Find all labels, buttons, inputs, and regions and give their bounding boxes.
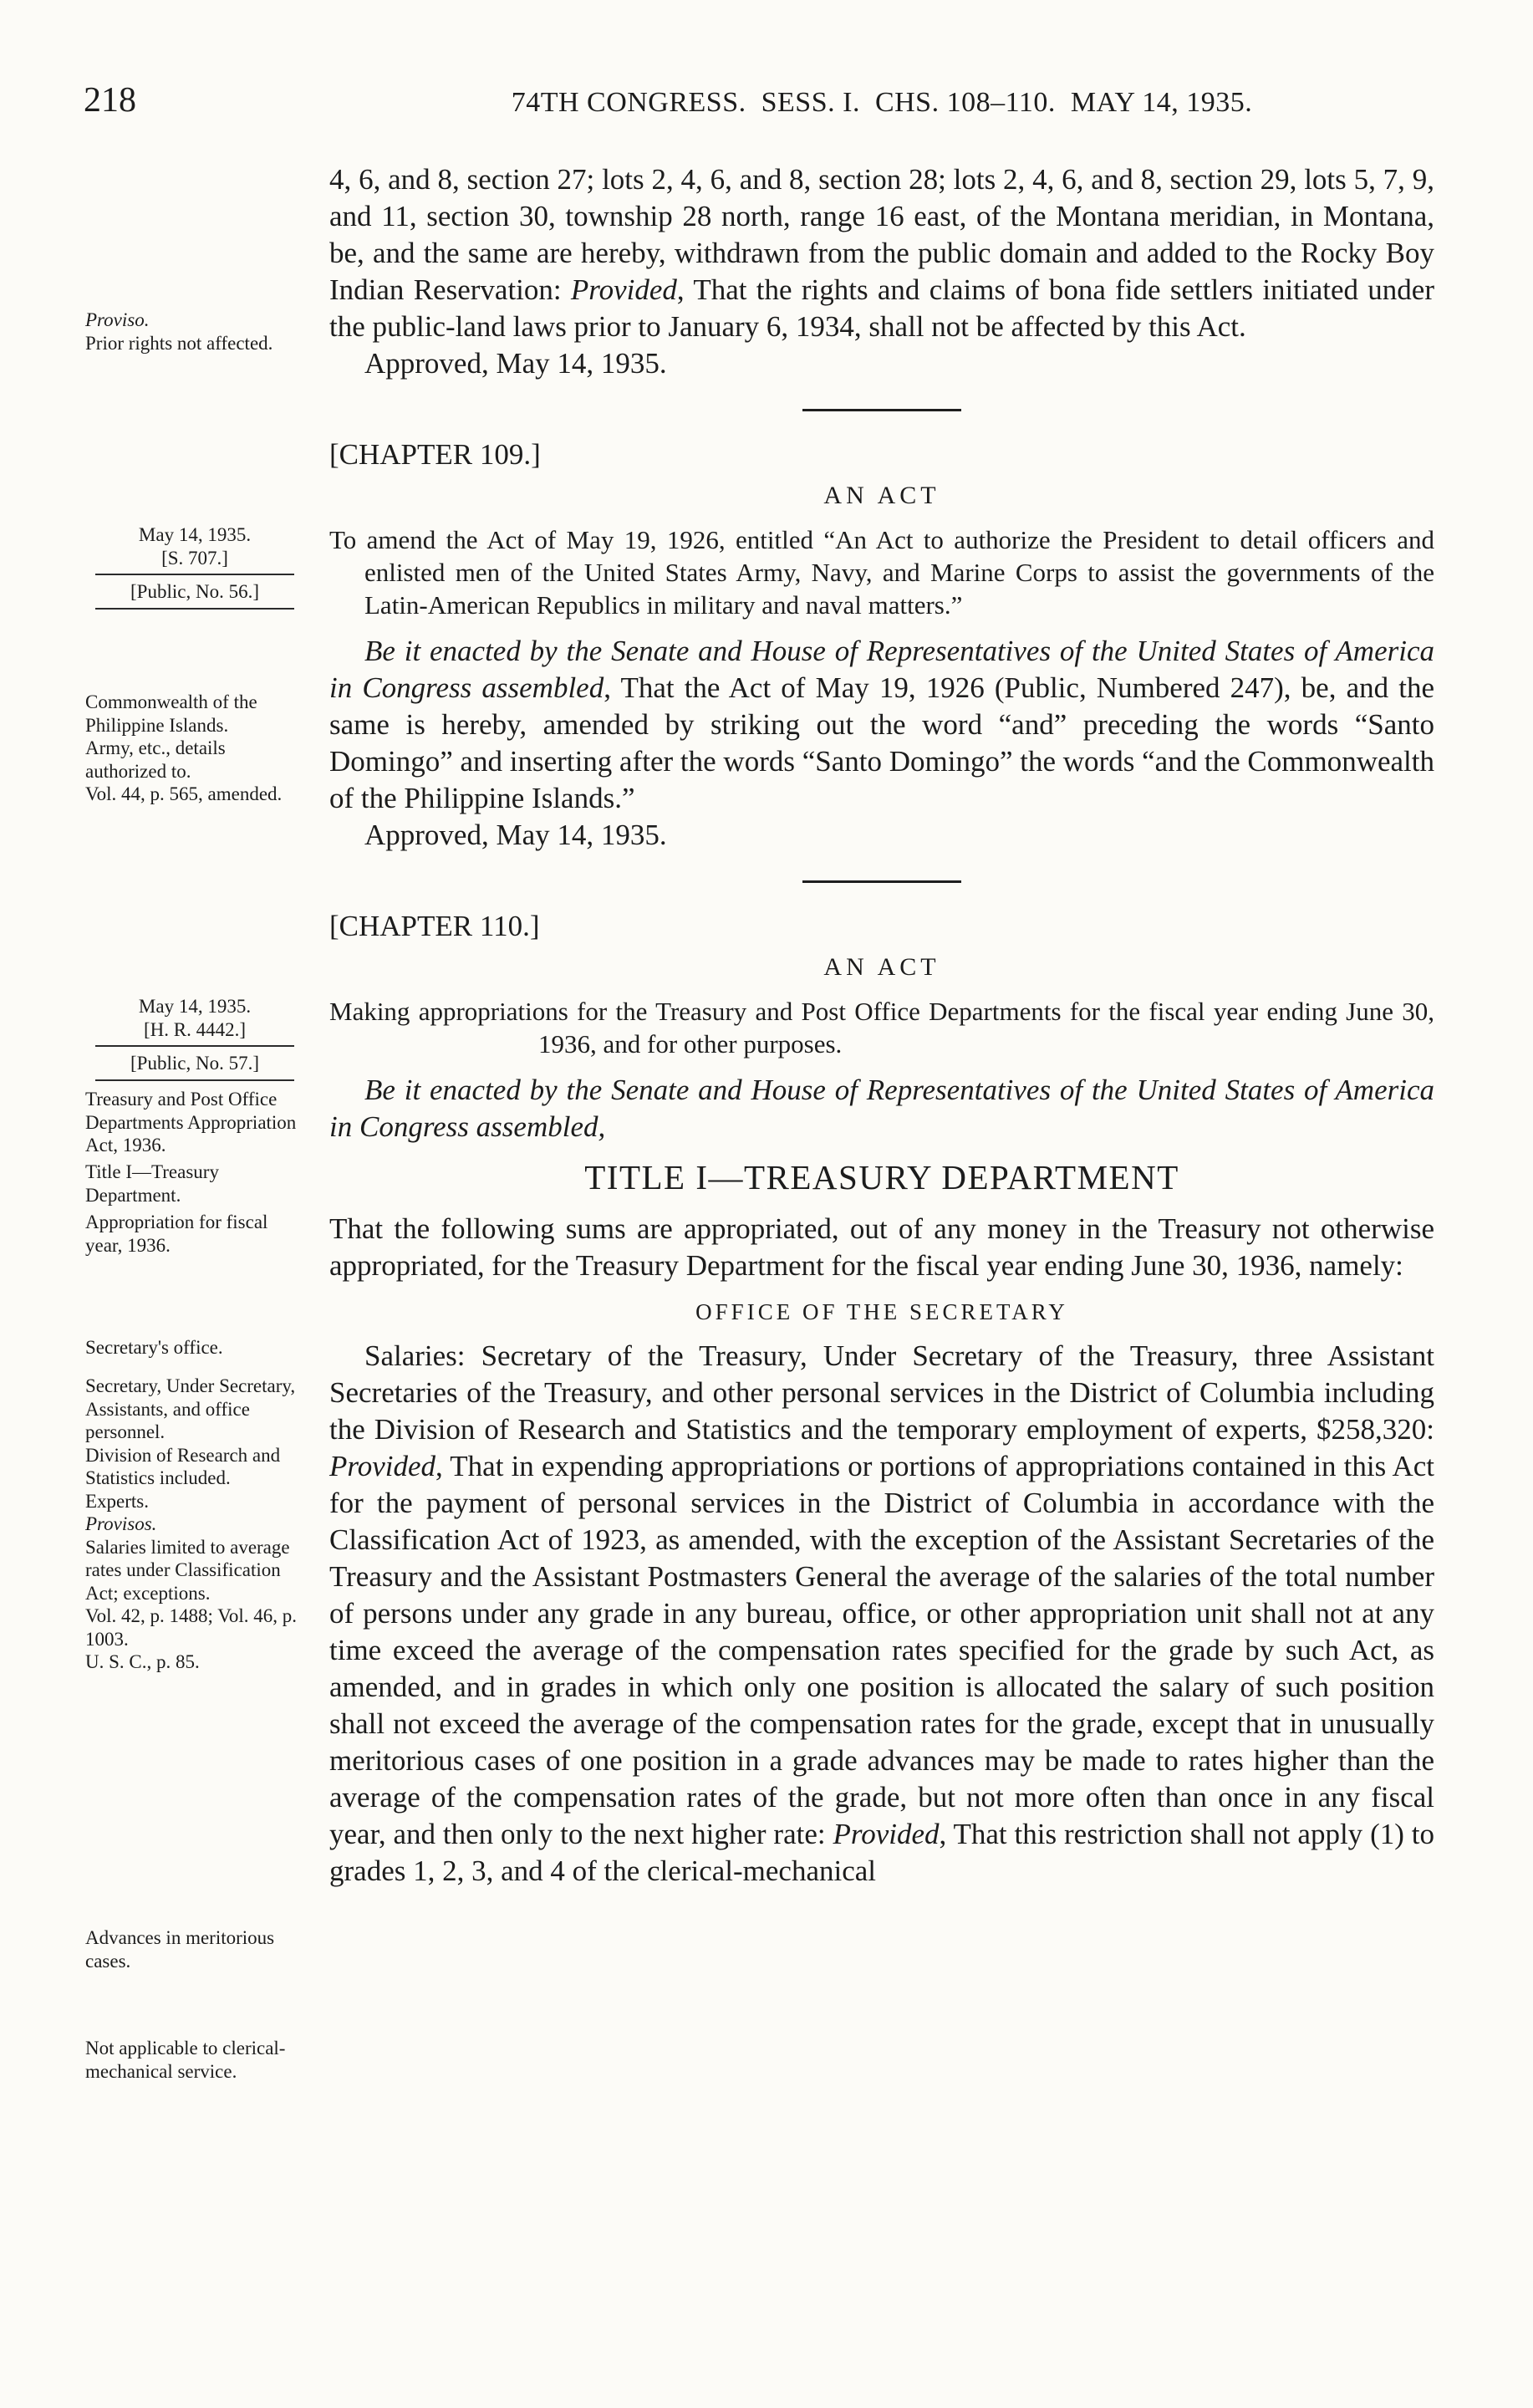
chapter-109-margin bbox=[84, 436, 329, 854]
margin-note-salaries-limited: Salaries limited to average rates under Classification Act; exceptions. bbox=[85, 1536, 290, 1604]
divider-holder bbox=[329, 854, 1434, 908]
margin-note-title-1: Title I—Treasury Department. bbox=[85, 1161, 219, 1206]
margin-divider bbox=[95, 608, 294, 610]
margin-note-group bbox=[85, 1375, 304, 1674]
margin-note-group bbox=[85, 2037, 304, 2083]
divider-holder bbox=[329, 382, 1434, 436]
bill-info-block bbox=[85, 995, 304, 1086]
appropriation-paragraph: That the following sums are appropriated, out of any money in the Treasury not otherwise appropriated, for the Treasury Department for the fiscal year ending June 30, 1936, namely: bbox=[329, 1212, 1434, 1282]
chapter-110-margin bbox=[84, 908, 329, 2082]
margin-note-group bbox=[85, 309, 304, 355]
chapter-109-section bbox=[84, 436, 1434, 854]
margin-note-proviso: Proviso. bbox=[85, 309, 150, 330]
an-act-heading: AN ACT bbox=[823, 482, 940, 509]
page-header bbox=[84, 80, 1434, 123]
salaries-paragraph: Salaries: Secretary of the Treasury, Under Secretary of the Treasury, three Assistant Secretaries of the Treasury, and other personal services in the District of Columbia including the Division of Research and Statistics and the temporary employment of experts, $258,320: Provided, That in expending appropriations or portions of appropriations contained in this Act for the payment of personal services in the District of Columbia in accordance with the Classification Act of 1923, as amended, with the exception of the Assistant Secretaries of the Treasury and the Assistant Postmasters General the average of the salaries of the total number of persons under any grade in any bureau, office, or other appropriation unit shall not at any time exceed the average of the compensation rates specified for the grade by such Act, as amended, and in grades in which only one position is allocated the salary of such position shall not exceed the average of the compensation rates for the grade, except that in unusually meritorious cases of one position in a grade advances may be made to rates higher than the average of the compensation rates of the grade, but not more often than once in any fiscal year, and then only to the next higher rate: Provided, That this restriction shall not apply (1) to grades 1, 2, 3, and 4 of the clerical-mechanical bbox=[329, 1339, 1435, 1887]
public-law-number: [Public, No. 56.] bbox=[130, 581, 259, 602]
approved-line: Approved, May 14, 1935. bbox=[364, 819, 667, 851]
act-title-paragraph: Making appropriations for the Treasury and Post Office Departments for the fiscal year ending June 30, 1936, and for other purposes. bbox=[329, 997, 1434, 1059]
margin-note-provisos: Provisos. bbox=[85, 1513, 157, 1534]
bill-info-block bbox=[85, 523, 304, 615]
margin-note-group bbox=[85, 1088, 304, 1157]
chapter-heading: [CHAPTER 109.] bbox=[329, 438, 541, 471]
margin-note-act-name: Treasury and Post Office Departments Appropriation Act, 1936. bbox=[85, 1089, 297, 1156]
margin-spacer bbox=[84, 854, 329, 908]
office-heading: OFFICE OF THE SECRETARY bbox=[695, 1299, 1068, 1324]
margin-divider bbox=[95, 574, 294, 575]
margin-note-prior-rights: Prior rights not affected. bbox=[85, 332, 273, 354]
chapter-109-text bbox=[329, 436, 1434, 854]
statute-paragraph: 4, 6, and 8, section 27; lots 2, 4, 6, and 8, section 28; lots 2, 4, 6, and 8, section 29, lots 5, 7, 9, and 11, section 30, township 28 north, range 16 east, of the Montana meridian, in Montana, be, and the same are hereby, withdrawn from the public domain and added to the Rocky Boy Indian Reservation: Provided, That the rights and claims of bona fide settlers initiated under the public-land laws prior to January 6, 1934, shall not be affected by this Act. bbox=[329, 163, 1434, 343]
running-head: 74TH CONGRESS. SESS. I. CHS. 108–110. MAY 14, 1935. bbox=[511, 87, 1253, 118]
margin-note-group bbox=[85, 691, 304, 806]
margin-divider bbox=[95, 1045, 294, 1047]
section-divider bbox=[802, 880, 961, 883]
margin-note-division-research: Division of Research and Statistics included. bbox=[85, 1444, 281, 1488]
margin-note-not-applicable: Not applicable to clerical-mechanical service. bbox=[85, 2038, 286, 2082]
margin-note-appropriation: Appropriation for fiscal year, 1936. bbox=[85, 1212, 268, 1256]
chapter-heading: [CHAPTER 110.] bbox=[329, 910, 540, 942]
public-law-number: [Public, No. 57.] bbox=[130, 1053, 259, 1074]
act-title-paragraph: To amend the Act of May 19, 1926, entitled “An Act to authorize the President to detail officers and enlisted men of the United States Army, Navy, and Marine Corps to assist the governments of the Latin-American Republics in military and naval matters.” bbox=[329, 525, 1434, 620]
divider-row bbox=[84, 854, 1434, 908]
margin-note-army-details: Army, etc., details authorized to. bbox=[85, 737, 226, 782]
margin-note-secretary-personnel: Secretary, Under Secretary, Assistants, and office personnel. bbox=[85, 1375, 296, 1442]
margin-spacer bbox=[84, 382, 329, 436]
chapter-date: May 14, 1935. bbox=[138, 524, 252, 545]
margin-note-group bbox=[85, 1161, 304, 1207]
chapter-110-text bbox=[329, 908, 1434, 1890]
an-act-heading: AN ACT bbox=[823, 953, 940, 981]
title-heading: TITLE I—TREASURY DEPARTMENT bbox=[584, 1158, 1179, 1196]
margin-note-commonwealth: Commonwealth of the Philippine Islands. bbox=[85, 691, 257, 736]
margin-note-advances: Advances in meritorious cases. bbox=[85, 1927, 275, 1972]
margin-note-group bbox=[85, 1336, 304, 1360]
margin-note-secretarys-office: Secretary's office. bbox=[85, 1337, 223, 1358]
margin-note-group bbox=[85, 1211, 304, 1257]
approved-line: Approved, May 14, 1935. bbox=[364, 347, 667, 380]
section-divider bbox=[802, 409, 961, 411]
page-number: 218 bbox=[84, 81, 136, 120]
chapter-108-margin bbox=[84, 161, 329, 382]
bill-number: [H. R. 4442.] bbox=[143, 1018, 247, 1040]
divider-row bbox=[84, 382, 1434, 436]
chapter-date: May 14, 1935. bbox=[138, 996, 252, 1017]
statute-paragraph: Be it enacted by the Senate and House of Representatives of the United States of America in Congress assembled, That the Act of May 19, 1926 (Public, Numbered 247), be, and the same is hereby, amended by striking out the word “and” preceding the words “Santo Domingo” and inserting after the words “Santo Domingo” the words “and the Commonwealth of the Philippine Islands.” bbox=[329, 635, 1434, 814]
margin-note-experts: Experts. bbox=[85, 1490, 150, 1512]
chapter-108-text bbox=[329, 161, 1434, 382]
margin-note-vol-42: Vol. 42, p. 1488; Vol. 46, p. 1003. bbox=[85, 1605, 298, 1650]
enacting-clause: Be it enacted by the Senate and House of Representatives of the United States of America in Congress assembled, bbox=[329, 1074, 1434, 1143]
margin-note-group bbox=[85, 1926, 304, 1972]
chapter-110-section bbox=[84, 908, 1435, 2082]
bill-number: [S. 707.] bbox=[161, 547, 228, 569]
margin-note-usc: U. S. C., p. 85. bbox=[85, 1651, 200, 1672]
margin-divider bbox=[95, 1079, 294, 1081]
margin-note-vol-44: Vol. 44, p. 565, amended. bbox=[85, 783, 283, 804]
chapter-108-section bbox=[84, 161, 1434, 382]
